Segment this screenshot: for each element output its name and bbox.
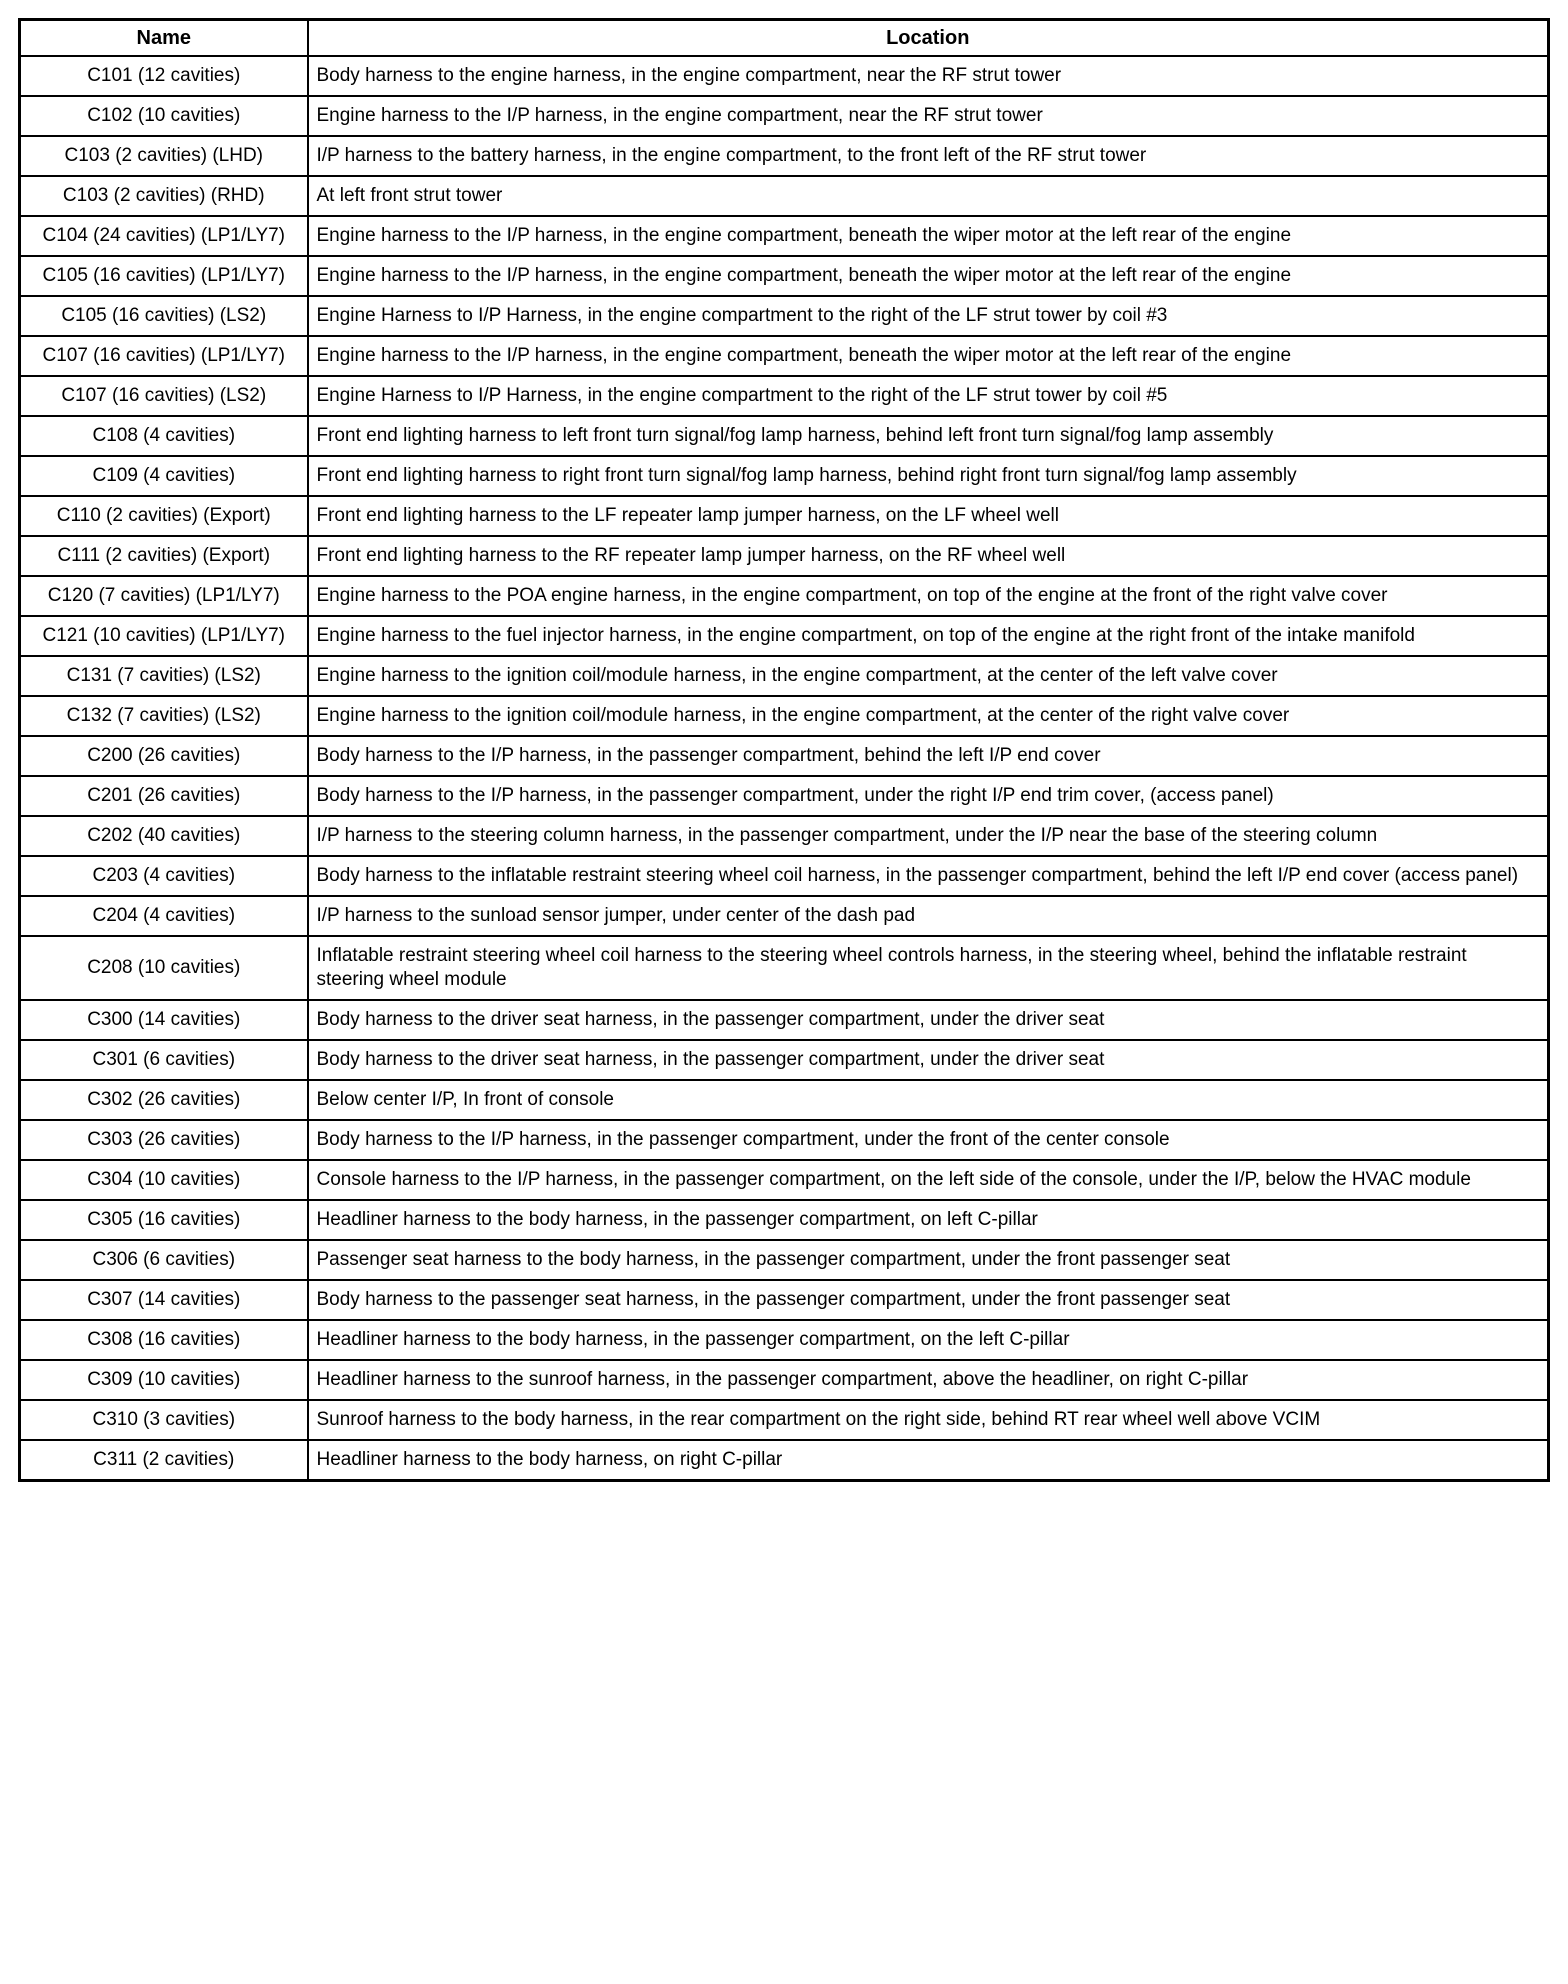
- table-body: [20, 56, 1549, 1481]
- table-row: [20, 1360, 1549, 1400]
- connector-location: Front end lighting harness to the RF repeater lamp jumper harness, on the RF wheel well: [308, 536, 1549, 576]
- connector-location: Body harness to the inflatable restraint steering wheel coil harness, in the passenger compartment, behind the left I/P end cover (access panel): [308, 856, 1549, 896]
- connector-location: Engine harness to the I/P harness, in the engine compartment, beneath the wiper motor at the left rear of the engine: [308, 216, 1549, 256]
- table-row: [20, 856, 1549, 896]
- table-row: [20, 696, 1549, 736]
- connector-location: Front end lighting harness to left front turn signal/fog lamp harness, behind left front turn signal/fog lamp assembly: [308, 416, 1549, 456]
- table-row: [20, 56, 1549, 96]
- table-row: [20, 1440, 1549, 1481]
- table-row: [20, 1160, 1549, 1200]
- table-row: [20, 456, 1549, 496]
- connector-location: Engine harness to the POA engine harness, in the engine compartment, on top of the engine at the front of the right valve cover: [308, 576, 1549, 616]
- connector-name: C104 (24 cavities) (LP1/LY7): [20, 216, 308, 256]
- connector-name: C300 (14 cavities): [20, 1000, 308, 1040]
- table-header-row: [20, 20, 1549, 57]
- table-row: [20, 136, 1549, 176]
- table-row: [20, 1120, 1549, 1160]
- connector-location: Body harness to the I/P harness, in the passenger compartment, under the front of the center console: [308, 1120, 1549, 1160]
- connector-name: C111 (2 cavities) (Export): [20, 536, 308, 576]
- connector-name: C304 (10 cavities): [20, 1160, 308, 1200]
- connector-name: C307 (14 cavities): [20, 1280, 308, 1320]
- connector-location: Headliner harness to the sunroof harness, in the passenger compartment, above the headliner, on right C-pillar: [308, 1360, 1549, 1400]
- table-row: [20, 1040, 1549, 1080]
- table-row: [20, 416, 1549, 456]
- table-row: [20, 336, 1549, 376]
- table-row: [20, 176, 1549, 216]
- connector-location: Headliner harness to the body harness, on right C-pillar: [308, 1440, 1549, 1481]
- connector-location: Console harness to the I/P harness, in the passenger compartment, on the left side of the console, under the I/P, below the HVAC module: [308, 1160, 1549, 1200]
- table-row: [20, 96, 1549, 136]
- connector-location: Passenger seat harness to the body harness, in the passenger compartment, under the front passenger seat: [308, 1240, 1549, 1280]
- table-row: [20, 296, 1549, 336]
- connector-name: C107 (16 cavities) (LP1/LY7): [20, 336, 308, 376]
- connector-name: C202 (40 cavities): [20, 816, 308, 856]
- connector-name: C120 (7 cavities) (LP1/LY7): [20, 576, 308, 616]
- connector-name: C131 (7 cavities) (LS2): [20, 656, 308, 696]
- column-header-name: Name: [20, 20, 308, 57]
- table-row: [20, 216, 1549, 256]
- table-row: [20, 376, 1549, 416]
- table-row: [20, 616, 1549, 656]
- connector-name: C303 (26 cavities): [20, 1120, 308, 1160]
- connector-name: C105 (16 cavities) (LS2): [20, 296, 308, 336]
- table-row: [20, 536, 1549, 576]
- connector-name: C107 (16 cavities) (LS2): [20, 376, 308, 416]
- table-row: [20, 256, 1549, 296]
- connector-location: At left front strut tower: [308, 176, 1549, 216]
- connector-name: C203 (4 cavities): [20, 856, 308, 896]
- connector-name: C132 (7 cavities) (LS2): [20, 696, 308, 736]
- connector-name: C101 (12 cavities): [20, 56, 308, 96]
- connector-location: Engine harness to the I/P harness, in the engine compartment, near the RF strut tower: [308, 96, 1549, 136]
- connector-name: C108 (4 cavities): [20, 416, 308, 456]
- connector-location: Front end lighting harness to the LF repeater lamp jumper harness, on the LF wheel well: [308, 496, 1549, 536]
- connector-name: C121 (10 cavities) (LP1/LY7): [20, 616, 308, 656]
- connector-location: Body harness to the passenger seat harness, in the passenger compartment, under the front passenger seat: [308, 1280, 1549, 1320]
- column-header-location: Location: [308, 20, 1549, 57]
- connector-name: C201 (26 cavities): [20, 776, 308, 816]
- connector-location: Headliner harness to the body harness, in the passenger compartment, on left C-pillar: [308, 1200, 1549, 1240]
- connector-name: C301 (6 cavities): [20, 1040, 308, 1080]
- connector-name: C208 (10 cavities): [20, 936, 308, 1000]
- connector-location-table: [18, 18, 1550, 1482]
- table-row: [20, 896, 1549, 936]
- connector-name: C109 (4 cavities): [20, 456, 308, 496]
- table-row: [20, 776, 1549, 816]
- connector-location: Below center I/P, In front of console: [308, 1080, 1549, 1120]
- table-row: [20, 1000, 1549, 1040]
- connector-location: Engine harness to the fuel injector harness, in the engine compartment, on top of the engine at the right front of the intake manifold: [308, 616, 1549, 656]
- connector-location: Inflatable restraint steering wheel coil harness to the steering wheel controls harness, in the steering wheel, behind the inflatable restraint steering wheel module: [308, 936, 1549, 1000]
- table-row: [20, 736, 1549, 776]
- connector-location: Engine harness to the ignition coil/module harness, in the engine compartment, at the center of the right valve cover: [308, 696, 1549, 736]
- connector-name: C110 (2 cavities) (Export): [20, 496, 308, 536]
- connector-name: C305 (16 cavities): [20, 1200, 308, 1240]
- table-row: [20, 1280, 1549, 1320]
- table-row: [20, 816, 1549, 856]
- connector-location: Engine harness to the I/P harness, in the engine compartment, beneath the wiper motor at the left rear of the engine: [308, 336, 1549, 376]
- table-row: [20, 1240, 1549, 1280]
- connector-name: C311 (2 cavities): [20, 1440, 308, 1481]
- connector-location: Body harness to the driver seat harness, in the passenger compartment, under the driver seat: [308, 1000, 1549, 1040]
- connector-name: C310 (3 cavities): [20, 1400, 308, 1440]
- table-row: [20, 936, 1549, 1000]
- connector-name: C306 (6 cavities): [20, 1240, 308, 1280]
- connector-name: C200 (26 cavities): [20, 736, 308, 776]
- connector-name: C308 (16 cavities): [20, 1320, 308, 1360]
- connector-name: C102 (10 cavities): [20, 96, 308, 136]
- connector-location: Engine harness to the ignition coil/module harness, in the engine compartment, at the center of the left valve cover: [308, 656, 1549, 696]
- connector-name: C103 (2 cavities) (LHD): [20, 136, 308, 176]
- connector-name: C302 (26 cavities): [20, 1080, 308, 1120]
- connector-location: I/P harness to the battery harness, in the engine compartment, to the front left of the RF strut tower: [308, 136, 1549, 176]
- table-row: [20, 1320, 1549, 1360]
- connector-location: Headliner harness to the body harness, in the passenger compartment, on the left C-pillar: [308, 1320, 1549, 1360]
- connector-location: I/P harness to the steering column harness, in the passenger compartment, under the I/P near the base of the steering column: [308, 816, 1549, 856]
- table-row: [20, 576, 1549, 616]
- connector-location: Engine Harness to I/P Harness, in the engine compartment to the right of the LF strut tower by coil #5: [308, 376, 1549, 416]
- connector-location: Body harness to the driver seat harness, in the passenger compartment, under the driver seat: [308, 1040, 1549, 1080]
- table-row: [20, 496, 1549, 536]
- connector-location: Front end lighting harness to right front turn signal/fog lamp harness, behind right front turn signal/fog lamp assembly: [308, 456, 1549, 496]
- connector-name: C204 (4 cavities): [20, 896, 308, 936]
- connector-location: Sunroof harness to the body harness, in the rear compartment on the right side, behind RT rear wheel well above VCIM: [308, 1400, 1549, 1440]
- connector-location: Body harness to the engine harness, in the engine compartment, near the RF strut tower: [308, 56, 1549, 96]
- connector-location: I/P harness to the sunload sensor jumper, under center of the dash pad: [308, 896, 1549, 936]
- table-row: [20, 1080, 1549, 1120]
- connector-name: C105 (16 cavities) (LP1/LY7): [20, 256, 308, 296]
- connector-name: C309 (10 cavities): [20, 1360, 308, 1400]
- connector-location: Engine Harness to I/P Harness, in the engine compartment to the right of the LF strut tower by coil #3: [308, 296, 1549, 336]
- connector-name: C103 (2 cavities) (RHD): [20, 176, 308, 216]
- table-row: [20, 1400, 1549, 1440]
- connector-location: Body harness to the I/P harness, in the passenger compartment, under the right I/P end trim cover, (access panel): [308, 776, 1549, 816]
- connector-location: Body harness to the I/P harness, in the passenger compartment, behind the left I/P end cover: [308, 736, 1549, 776]
- table-row: [20, 656, 1549, 696]
- table-row: [20, 1200, 1549, 1240]
- connector-location: Engine harness to the I/P harness, in the engine compartment, beneath the wiper motor at the left rear of the engine: [308, 256, 1549, 296]
